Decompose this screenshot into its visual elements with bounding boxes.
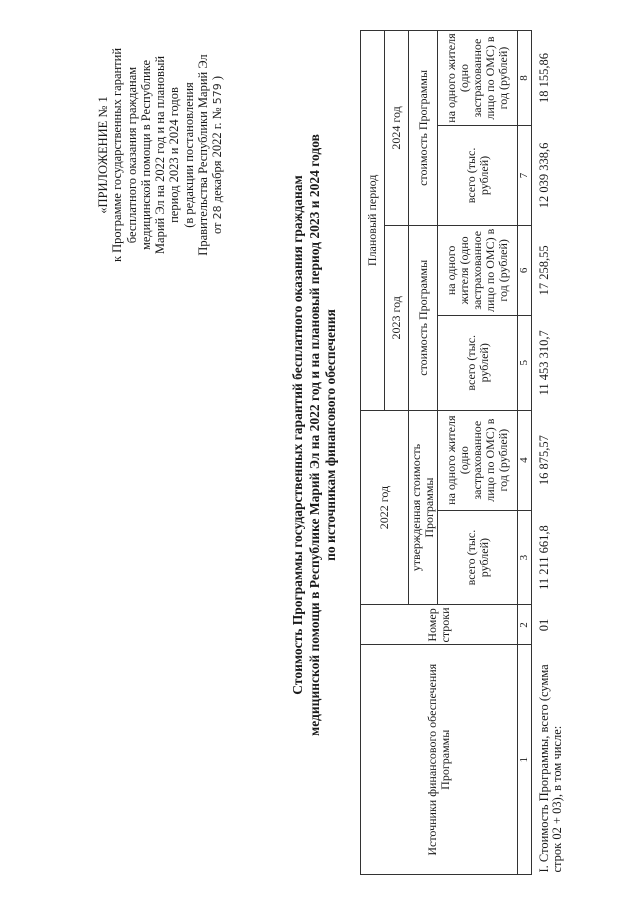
document-title — [290, 115, 340, 755]
appendix-date-line — [210, 35, 225, 275]
date-rest: декабря 2022 г. № — [210, 107, 225, 203]
cost-table — [360, 30, 565, 875]
header-cost-2023: стоимость Программы — [409, 225, 438, 410]
table-row — [532, 31, 566, 875]
column-number: 2 — [518, 605, 532, 645]
column-number: 6 — [518, 225, 532, 315]
column-number: 8 — [518, 31, 532, 126]
header-per-person-2024: на одного жителя (одно застрахованное лицо по ОМС) в год (рублей) — [438, 31, 518, 126]
title-line: медицинской помощи в Республике Марий Эл на 2022 год и на плановый период 2023 и 2024 годов — [306, 134, 322, 736]
appendix-line: Правительства Республики Марий Эл — [196, 54, 211, 256]
total-2023: 11 453 310,7 — [537, 330, 551, 396]
header-year-2022: 2022 год — [361, 410, 409, 605]
column-number: 5 — [518, 315, 532, 410]
per-person-2022: 16 875,57 — [537, 435, 551, 486]
appendix-line: медицинской помощи в Республике — [138, 59, 153, 251]
title-line: Стоимость Программы государственных гарантий бесплатного оказания гражданам — [290, 175, 305, 695]
title-line: по источникам финансового обеспечения — [323, 309, 338, 561]
appendix-line: (в редакции постановления — [181, 82, 196, 228]
header-total-2023: всего (тыс. рублей) — [438, 315, 518, 410]
header-per-person-2023: на одного жителя (одно застрахованное лицо по ОМС) в год (рублей) — [438, 225, 518, 315]
header-year-2024: 2024 год — [385, 31, 409, 226]
header-planned-period: Плановый период — [361, 31, 385, 411]
header-cost-2024: стоимость Программы — [409, 31, 438, 226]
decree-number: 579 — [211, 83, 225, 105]
appendix-line: «ПРИЛОЖЕНИЕ № 1 — [96, 96, 110, 214]
appendix-line: к Программе государственных гарантий — [110, 47, 125, 263]
appendix-line: Марий Эл на 2022 год и на плановый — [153, 55, 168, 255]
per-person-2023: 17 258,55 — [537, 245, 551, 296]
header-per-person-2022: на одного жителя (одно застрахованное лицо по ОМС) в год (рублей) — [438, 410, 518, 510]
total-2024: 12 039 338,6 — [537, 142, 551, 209]
header-approved-cost: утвержденная стоимость Программы — [409, 410, 438, 605]
column-number: 7 — [518, 126, 532, 226]
column-number: 4 — [518, 410, 532, 510]
date-prefix: от — [210, 222, 225, 235]
date-day: 28 — [211, 205, 225, 220]
header-row-number: Номер строки — [361, 605, 518, 645]
per-person-2024: 18 155,86 — [537, 53, 551, 104]
row-name: I. Стоимость Программы, всего (сумма строк 02 + 03), в том числе: — [537, 664, 564, 873]
row-number: 01 — [537, 618, 551, 632]
appendix-header — [96, 35, 226, 275]
closing-paren: ) — [210, 75, 225, 81]
appendix-line: бесплатного оказания гражданам — [124, 66, 139, 244]
header-year-2023: 2023 год — [385, 225, 409, 410]
header-total-2022: всего (тыс. рублей) — [438, 510, 518, 605]
appendix-line: период 2023 и 2024 годов — [167, 87, 182, 223]
total-2022: 11 211 661,8 — [537, 525, 551, 590]
header-source: Источники финансового обеспечения Программы — [361, 645, 518, 875]
header-total-2024: всего (тыс. рублей) — [438, 126, 518, 226]
column-number: 1 — [518, 645, 532, 875]
column-number: 3 — [518, 510, 532, 605]
